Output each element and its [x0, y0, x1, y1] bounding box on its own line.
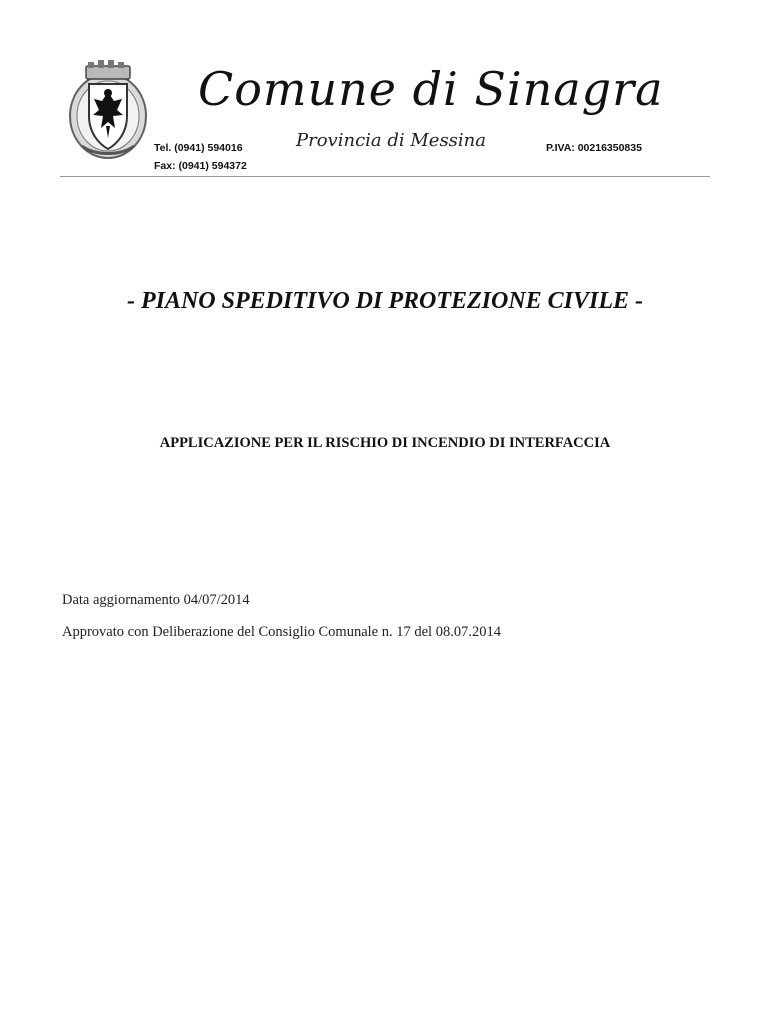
fax-number: Fax: (0941) 594372	[154, 160, 247, 172]
document-title: - PIANO SPEDITIVO DI PROTEZIONE CIVILE -	[126, 288, 644, 314]
telephone-number: Tel. (0941) 594016	[154, 142, 243, 154]
municipality-title: Comune di Sinagra	[198, 62, 664, 116]
coat-of-arms-icon	[66, 58, 150, 162]
vat-number: P.IVA: 00216350835	[546, 142, 642, 154]
application-heading: APPLICAZIONE PER IL RISCHIO DI INCENDIO DI INTERFACCIA	[159, 435, 611, 451]
header-divider	[60, 176, 710, 177]
update-date: Data aggiornamento 04/07/2014	[62, 592, 250, 608]
approval-statement: Approvato con Deliberazione del Consiglio Comunale n. 17 del 08.07.2014	[62, 624, 501, 640]
province-subtitle: Provincia di Messina	[296, 130, 487, 151]
